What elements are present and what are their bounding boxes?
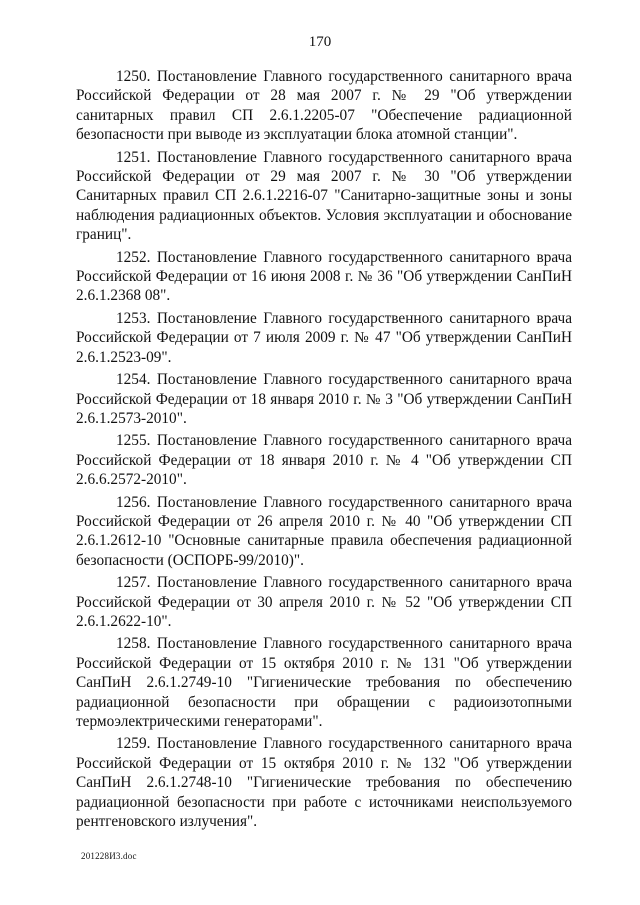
list-item: 1254. Постановление Главного государственного санитарного врача Российской Федерации от 18 января 2010 г. № 3 "Об утверждении СанПиН 2.6.1.2573-2010". [76, 371, 572, 427]
list-item: 1258. Постановление Главного государственного санитарного врача Российской Федерации от 15 октября 2010 г. № 131 "Об утверждении СанПиН 2.6.1.2749-10 "Гигиенические требования по обеспечению радиационной безопасности при обращении с радиоизотопными термоэлектрическими генераторами". [76, 635, 572, 730]
list-item: 1257. Постановление Главного государственного санитарного врача Российской Федерации от 30 апреля 2010 г. № 52 "Об утверждении СП 2.6.1.2622-10". [76, 574, 572, 630]
list-item: 1256. Постановление Главного государственного санитарного врача Российской Федерации от 26 апреля 2010 г. № 40 "Об утверждении СП 2.6.1.2612-10 "Основные санитарные правила обеспечения радиационной безопасности (ОСПОРБ-99/2010)". [76, 493, 572, 569]
list-item: 1253. Постановление Главного государственного санитарного врача Российской Федерации от 7 июля 2009 г. № 47 "Об утверждении СанПиН 2.6.1.2523-09". [76, 309, 572, 366]
page-number: 170 [308, 34, 332, 50]
list-item: 1251. Постановление Главного государственного санитарного врача Российской Федерации от 29 мая 2007 г. № 30 "Об утверждении Санитарных правил СП 2.6.1.2216-07 "Санитарно-защитные зоны и зоны наблюдения радиационных объектов. Условия эксплуатации и обоснование границ". [76, 148, 572, 244]
list-item: 1255. Постановление Главного государственного санитарного врача Российской Федерации от 18 января 2010 г. № 4 "Об утверждении СП 2.6.6.2572-2010". [76, 432, 572, 489]
footer-filename: 201228И3.doc [81, 851, 137, 861]
list-item: 1259. Постановление Главного государственного санитарного врача Российской Федерации от 15 октября 2010 г. № 132 "Об утверждении СанПиН 2.6.1.2748-10 "Гигиенические требования по обеспечению радиационной безопасности при работе с источниками неиспользуемого рентгеновского излучения". [76, 735, 572, 831]
document-body [76, 67, 572, 834]
list-item: 1252. Постановление Главного государственного санитарного врача Российской Федерации от 16 июня 2008 г. № 36 "Об утверждении СанПиН 2.6.1.2368 08". [76, 248, 572, 305]
list-item: 1250. Постановление Главного государственного санитарного врача Российской Федерации от 28 мая 2007 г. № 29 "Об утверждении санитарных правил СП 2.6.1.2205-07 "Обеспечение радиационной безопасности при выводе из эксплуатации блока атомной станции". [76, 68, 572, 144]
